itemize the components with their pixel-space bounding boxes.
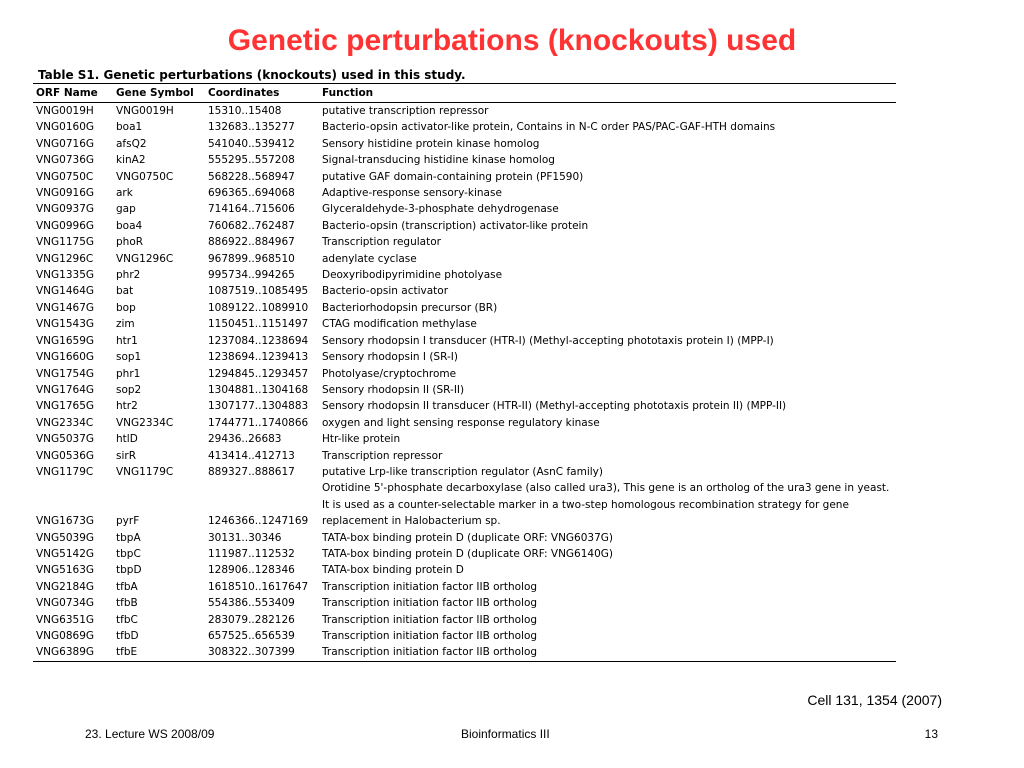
cell-function: Transcription initiation factor IIB ortholog bbox=[322, 630, 538, 642]
cell-orf-name: VNG1175G bbox=[36, 236, 95, 249]
cell-coordinates: 541040..539412 bbox=[208, 137, 295, 150]
table-row bbox=[33, 267, 896, 283]
cell-orf-name: VNG5142G bbox=[36, 547, 95, 560]
cell-gene-symbol: ark bbox=[116, 187, 133, 200]
cell-orf-name: VNG1754G bbox=[36, 367, 95, 380]
cell-orf-name: VNG1765G bbox=[36, 400, 95, 413]
cell-gene-symbol: tfbD bbox=[116, 630, 139, 642]
cell-coordinates: 886922..884967 bbox=[208, 236, 295, 249]
table-row bbox=[33, 612, 896, 628]
cell-orf-name: VNG5163G bbox=[36, 564, 95, 577]
cell-orf-name: VNG2334C bbox=[36, 416, 94, 429]
cell-function: Transcription initiation factor IIB ortholog bbox=[322, 646, 538, 659]
table-row bbox=[33, 316, 896, 332]
table-row bbox=[33, 349, 896, 365]
cell-coordinates: 657525..656539 bbox=[208, 630, 295, 642]
cell-function: Adaptive-response sensory-kinase bbox=[322, 187, 502, 200]
cell-function: Sensory rhodopsin II transducer (HTR-II) (Methyl-accepting phototaxis protein II) (MPP-II) bbox=[322, 400, 787, 413]
table-row bbox=[33, 464, 896, 480]
cell-function: Transcription initiation factor IIB ortholog bbox=[322, 580, 538, 593]
cell-function: Sensory rhodopsin I transducer (HTR-I) (Methyl-accepting phototaxis protein I) (MPP-I) bbox=[322, 334, 774, 347]
cell-coordinates: 1618510..1617647 bbox=[208, 580, 309, 593]
knockouts-table bbox=[33, 83, 896, 662]
cell-gene-symbol: phoR bbox=[116, 236, 144, 249]
table-row bbox=[33, 382, 896, 398]
slide-title: Genetic perturbations (knockouts) used bbox=[227, 24, 797, 57]
cell-coordinates: 1744771..1740866 bbox=[208, 416, 309, 429]
cell-coordinates: 132683..135277 bbox=[208, 121, 295, 134]
cell-coordinates: 714164..715606 bbox=[208, 203, 295, 216]
cell-coordinates: 1304881..1304168 bbox=[208, 383, 309, 396]
cell-gene-symbol: tfbE bbox=[116, 646, 138, 659]
table-row bbox=[33, 333, 896, 349]
cell-coordinates: 967899..968510 bbox=[208, 252, 295, 265]
cell-coordinates: 760682..762487 bbox=[208, 219, 295, 232]
cell-gene-symbol: htlD bbox=[116, 433, 138, 446]
cell-gene-symbol: boa4 bbox=[116, 219, 143, 232]
table-row bbox=[33, 644, 896, 661]
cell-function: TATA-box binding protein D (duplicate ORF: VNG6140G) bbox=[322, 547, 614, 560]
table-row bbox=[33, 530, 896, 546]
cell-function: Transcription initiation factor IIB ortholog bbox=[322, 613, 538, 626]
cell-coordinates: 1087519..1085495 bbox=[208, 285, 309, 298]
cell-gene-symbol: bat bbox=[116, 285, 134, 298]
header-gene-symbol: Gene Symbol bbox=[116, 87, 194, 99]
cell-orf-name: VNG5037G bbox=[36, 433, 95, 446]
cell-orf-name: VNG0916G bbox=[36, 187, 95, 200]
table-body bbox=[33, 103, 896, 662]
footer-lecture: 23. Lecture WS 2008/09 bbox=[85, 727, 215, 741]
cell-coordinates: 413414..412713 bbox=[208, 449, 295, 462]
cell-orf-name: VNG5039G bbox=[36, 531, 95, 544]
cell-gene-symbol: tbpD bbox=[116, 564, 142, 577]
cell-function: TATA-box binding protein D (duplicate ORF: VNG6037G) bbox=[322, 531, 614, 544]
cell-orf-name: VNG1467G bbox=[36, 301, 95, 314]
cell-coordinates: 128906..128346 bbox=[208, 564, 295, 577]
cell-function: putative transcription repressor bbox=[322, 105, 489, 117]
table-row bbox=[33, 595, 896, 611]
cell-orf-name: VNG1659G bbox=[36, 334, 95, 347]
cell-gene-symbol: tfbB bbox=[116, 597, 138, 610]
cell-function: Bacterio-opsin activator-like protein, Contains in N-C order PAS/PAC-GAF-HTH domains bbox=[322, 121, 776, 134]
cell-orf-name: VNG0750C bbox=[36, 170, 94, 183]
cell-function: TATA-box binding protein D bbox=[322, 564, 464, 577]
table-row bbox=[33, 398, 896, 414]
cell-function: CTAG modification methylase bbox=[322, 318, 477, 331]
table-row bbox=[33, 201, 896, 217]
cell-coordinates: 1294845..1293457 bbox=[208, 367, 309, 380]
cell-function: Transcription repressor bbox=[322, 449, 443, 462]
cell-gene-symbol: gap bbox=[116, 203, 136, 216]
cell-function: Htr-like protein bbox=[322, 433, 401, 446]
cell-function: Transcription regulator bbox=[322, 236, 441, 249]
cell-orf-name: VNG1543G bbox=[36, 318, 95, 331]
citation: Cell 131, 1354 (2007) bbox=[807, 692, 942, 708]
cell-coordinates: 308322..307399 bbox=[208, 646, 295, 659]
cell-gene-symbol: sop2 bbox=[116, 383, 142, 396]
header-orf-name: ORF Name bbox=[36, 87, 98, 99]
cell-coordinates: 995734..994265 bbox=[208, 269, 295, 282]
cell-orf-name: VNG0536G bbox=[36, 449, 95, 462]
cell-coordinates: 29436..26683 bbox=[208, 433, 282, 446]
table-row bbox=[33, 234, 896, 250]
cell-orf-name: VNG1335G bbox=[36, 269, 95, 282]
cell-function: adenylate cyclase bbox=[322, 252, 417, 265]
cell-gene-symbol: VNG0750C bbox=[116, 170, 174, 183]
cell-gene-symbol: VNG2334C bbox=[116, 416, 174, 429]
cell-function: Sensory rhodopsin II (SR-II) bbox=[322, 383, 465, 396]
cell-gene-symbol: bop bbox=[116, 301, 136, 314]
cell-function: Sensory rhodopsin I (SR-I) bbox=[322, 351, 458, 364]
cell-coordinates: 15310..15408 bbox=[208, 105, 282, 117]
cell-orf-name: VNG6389G bbox=[36, 646, 95, 659]
cell-orf-name: VNG6351G bbox=[36, 613, 95, 626]
cell-orf-name: VNG0996G bbox=[36, 219, 95, 232]
cell-gene-symbol: phr2 bbox=[116, 269, 141, 282]
footer-page-number: 13 bbox=[924, 727, 938, 741]
cell-orf-name: VNG1764G bbox=[36, 383, 95, 396]
cell-coordinates: 1246366..1247169 bbox=[208, 515, 309, 528]
cell-coordinates: 1238694..1239413 bbox=[208, 351, 309, 364]
cell-orf-name: VNG0160G bbox=[36, 121, 95, 134]
table-row bbox=[33, 169, 896, 185]
table-row bbox=[33, 251, 896, 267]
footer-course: Bioinformatics III bbox=[461, 727, 550, 741]
cell-coordinates: 555295..557208 bbox=[208, 154, 295, 167]
cell-function: Glyceraldehyde-3-phosphate dehydrogenase bbox=[322, 203, 559, 216]
cell-orf-name: VNG1660G bbox=[36, 351, 95, 364]
table-row bbox=[33, 185, 896, 201]
cell-gene-symbol: VNG1179C bbox=[116, 465, 174, 478]
cell-function: Deoxyribodipyrimidine photolyase bbox=[322, 269, 503, 282]
cell-coordinates: 554386..553409 bbox=[208, 597, 295, 610]
table-row bbox=[33, 300, 896, 316]
cell-function: putative Lrp-like transcription regulator (AsnC family) bbox=[322, 465, 603, 478]
cell-orf-name: VNG0937G bbox=[36, 203, 95, 216]
cell-gene-symbol: sop1 bbox=[116, 351, 142, 364]
table-row bbox=[33, 480, 896, 529]
table-row bbox=[33, 152, 896, 168]
cell-coordinates: 696365..694068 bbox=[208, 187, 295, 200]
table-row bbox=[33, 218, 896, 234]
table-row bbox=[33, 628, 896, 644]
table-row bbox=[33, 103, 896, 120]
table-row bbox=[33, 136, 896, 152]
table-row bbox=[33, 366, 896, 382]
cell-function: Sensory histidine protein kinase homolog bbox=[322, 137, 540, 150]
table-row bbox=[33, 579, 896, 595]
cell-gene-symbol: tbpA bbox=[116, 531, 141, 544]
cell-function: oxygen and light sensing response regulatory kinase bbox=[322, 416, 600, 429]
cell-coordinates: 889327..888617 bbox=[208, 465, 295, 478]
cell-gene-symbol: kinA2 bbox=[116, 154, 146, 167]
cell-gene-symbol: tfbC bbox=[116, 613, 138, 626]
cell-gene-symbol: htr2 bbox=[116, 400, 138, 413]
table-row bbox=[33, 448, 896, 464]
cell-orf-name: VNG0716G bbox=[36, 137, 95, 150]
cell-coordinates: 1150451..1151497 bbox=[208, 318, 309, 331]
header-coordinates: Coordinates bbox=[208, 87, 280, 99]
cell-coordinates: 1089122..1089910 bbox=[208, 301, 309, 314]
cell-gene-symbol: VNG1296C bbox=[116, 252, 174, 265]
cell-coordinates: 1237084..1238694 bbox=[208, 334, 309, 347]
table-header-row bbox=[33, 84, 896, 103]
table-caption: Table S1. Genetic perturbations (knockouts) used in this study. bbox=[38, 68, 466, 82]
cell-function: Orotidine 5'-phosphate decarboxylase (also called ura3), This gene is an ortholog of the ura3 gene in yeast. It is used as a counter-selectable marker in a two-step homologous recombination strategy for gene replacement in Halobacterium sp. bbox=[322, 482, 890, 528]
header-function: Function bbox=[322, 87, 374, 99]
cell-coordinates: 568228..568947 bbox=[208, 170, 295, 183]
cell-function: Transcription initiation factor IIB ortholog bbox=[322, 597, 538, 610]
cell-gene-symbol: pyrF bbox=[116, 515, 140, 528]
cell-gene-symbol: boa1 bbox=[116, 121, 143, 134]
table-row bbox=[33, 562, 896, 578]
cell-coordinates: 283079..282126 bbox=[208, 613, 295, 626]
cell-orf-name: VNG0869G bbox=[36, 630, 95, 642]
cell-coordinates: 30131..30346 bbox=[208, 531, 282, 544]
cell-gene-symbol: tbpC bbox=[116, 547, 141, 560]
cell-orf-name: VNG0736G bbox=[36, 154, 95, 167]
cell-gene-symbol: zim bbox=[116, 318, 135, 331]
cell-function: Photolyase/cryptochrome bbox=[322, 367, 457, 380]
cell-gene-symbol: VNG0019H bbox=[116, 105, 174, 117]
cell-function: putative GAF domain-containing protein (PF1590) bbox=[322, 170, 584, 183]
cell-gene-symbol: afsQ2 bbox=[116, 137, 147, 150]
cell-orf-name: VNG1673G bbox=[36, 515, 95, 528]
cell-coordinates: 1307177..1304883 bbox=[208, 400, 309, 413]
cell-function: Signal-transducing histidine kinase homolog bbox=[322, 154, 555, 167]
cell-gene-symbol: sirR bbox=[116, 449, 137, 462]
cell-orf-name: VNG1296C bbox=[36, 252, 94, 265]
cell-orf-name: VNG2184G bbox=[36, 580, 95, 593]
cell-function: Bacterio-opsin (transcription) activator-like protein bbox=[322, 219, 589, 232]
cell-function: Bacterio-opsin activator bbox=[322, 285, 449, 298]
cell-orf-name: VNG1464G bbox=[36, 285, 95, 298]
cell-coordinates: 111987..112532 bbox=[208, 547, 295, 560]
table-row bbox=[33, 431, 896, 447]
cell-gene-symbol: tfbA bbox=[116, 580, 138, 593]
cell-orf-name: VNG0734G bbox=[36, 597, 95, 610]
cell-gene-symbol: phr1 bbox=[116, 367, 141, 380]
table-row bbox=[33, 546, 896, 562]
table-row bbox=[33, 283, 896, 299]
cell-orf-name: VNG1179C bbox=[36, 465, 94, 478]
table-row bbox=[33, 415, 896, 431]
cell-orf-name: VNG0019H bbox=[36, 105, 94, 117]
cell-gene-symbol: htr1 bbox=[116, 334, 138, 347]
table-row bbox=[33, 119, 896, 135]
cell-function: Bacteriorhodopsin precursor (BR) bbox=[322, 301, 498, 314]
